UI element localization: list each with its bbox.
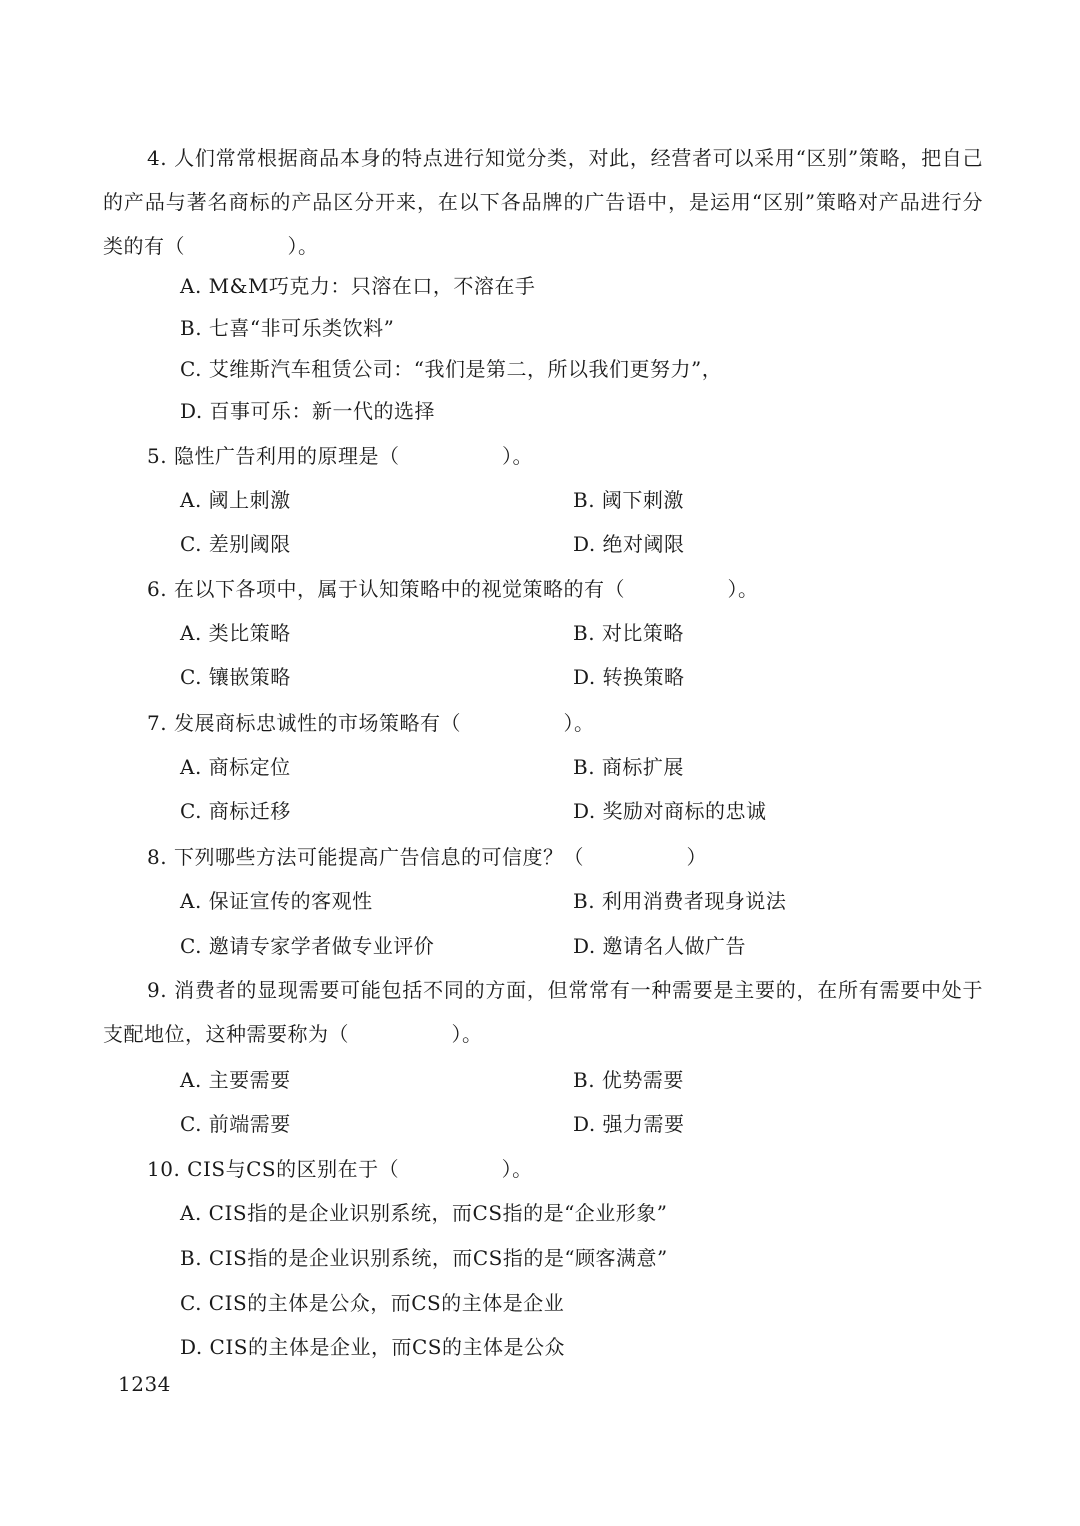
question-6-option-b: B. 对比策略 bbox=[573, 621, 684, 645]
question-10-stem: 10. CIS与CS的区别在于（ ）。 bbox=[147, 1157, 533, 1181]
question-7-option-b: B. 商标扩展 bbox=[573, 755, 684, 779]
question-10-option-c: C. CIS的主体是公众，而CS的主体是企业 bbox=[180, 1291, 565, 1315]
question-7-option-d: D. 奖励对商标的忠诚 bbox=[573, 799, 767, 823]
question-10-option-a: A. CIS指的是企业识别系统，而CS指的是“企业形象” bbox=[180, 1201, 668, 1225]
question-5-option-c: C. 差别阈限 bbox=[180, 532, 291, 556]
question-4-option-b: B. 七喜“非可乐类饮料” bbox=[180, 316, 395, 340]
question-9-option-a: A. 主要需要 bbox=[180, 1068, 291, 1092]
question-4-option-c: C. 艾维斯汽车租赁公司：“我们是第二，所以我们更努力”， bbox=[180, 357, 723, 381]
question-5-option-d: D. 绝对阈限 bbox=[573, 532, 685, 556]
question-7-stem: 7. 发展商标忠诚性的市场策略有（ ）。 bbox=[147, 711, 595, 735]
question-5-stem: 5. 隐性广告利用的原理是（ ）。 bbox=[147, 444, 533, 468]
question-4-stem: 4. 人们常常根据商品本身的特点进行知觉分类，对此，经营者可以采用“区别”策略，把自己的产品与著名商标的产品区分开来，在以下各品牌的广告语中，是运用“区别”策略对产品进行分类的有（ ）。 bbox=[103, 146, 983, 258]
question-8-option-d: D. 邀请名人做广告 bbox=[573, 934, 747, 958]
question-6-stem: 6. 在以下各项中，属于认知策略中的视觉策略的有（ ）。 bbox=[147, 577, 759, 601]
question-6-option-a: A. 类比策略 bbox=[180, 621, 291, 645]
page-number: 1234 bbox=[118, 1372, 171, 1396]
question-4-option-d: D. 百事可乐：新一代的选择 bbox=[180, 399, 436, 423]
question-7-option-c: C. 商标迁移 bbox=[180, 799, 291, 823]
question-8-option-c: C. 邀请专家学者做专业评价 bbox=[180, 934, 435, 958]
question-8-option-a: A. 保证宣传的客观性 bbox=[180, 889, 373, 913]
question-7-option-a: A. 商标定位 bbox=[180, 755, 291, 779]
question-10-option-b: B. CIS指的是企业识别系统，而CS指的是“顾客满意” bbox=[180, 1246, 668, 1270]
question-8-option-b: B. 利用消费者现身说法 bbox=[573, 889, 787, 913]
question-6-option-c: C. 镶嵌策略 bbox=[180, 665, 291, 689]
question-5-option-b: B. 阈下刺激 bbox=[573, 488, 684, 512]
question-9-stem: 9. 消费者的显现需要可能包括不同的方面，但常常有一种需要是主要的，在所有需要中处于支配地位，这种需要称为（ ）。 bbox=[103, 978, 983, 1046]
question-9-option-d: D. 强力需要 bbox=[573, 1112, 685, 1136]
question-9-option-b: B. 优势需要 bbox=[573, 1068, 684, 1092]
question-6-option-d: D. 转换策略 bbox=[573, 665, 685, 689]
question-8-stem: 8. 下列哪些方法可能提高广告信息的可信度？（ ） bbox=[147, 845, 707, 869]
question-5-option-a: A. 阈上刺激 bbox=[180, 488, 291, 512]
question-10-option-d: D. CIS的主体是企业，而CS的主体是公众 bbox=[180, 1335, 565, 1359]
question-4-option-a: A. M&M巧克力：只溶在口，不溶在手 bbox=[180, 274, 536, 298]
question-9-option-c: C. 前端需要 bbox=[180, 1112, 291, 1136]
